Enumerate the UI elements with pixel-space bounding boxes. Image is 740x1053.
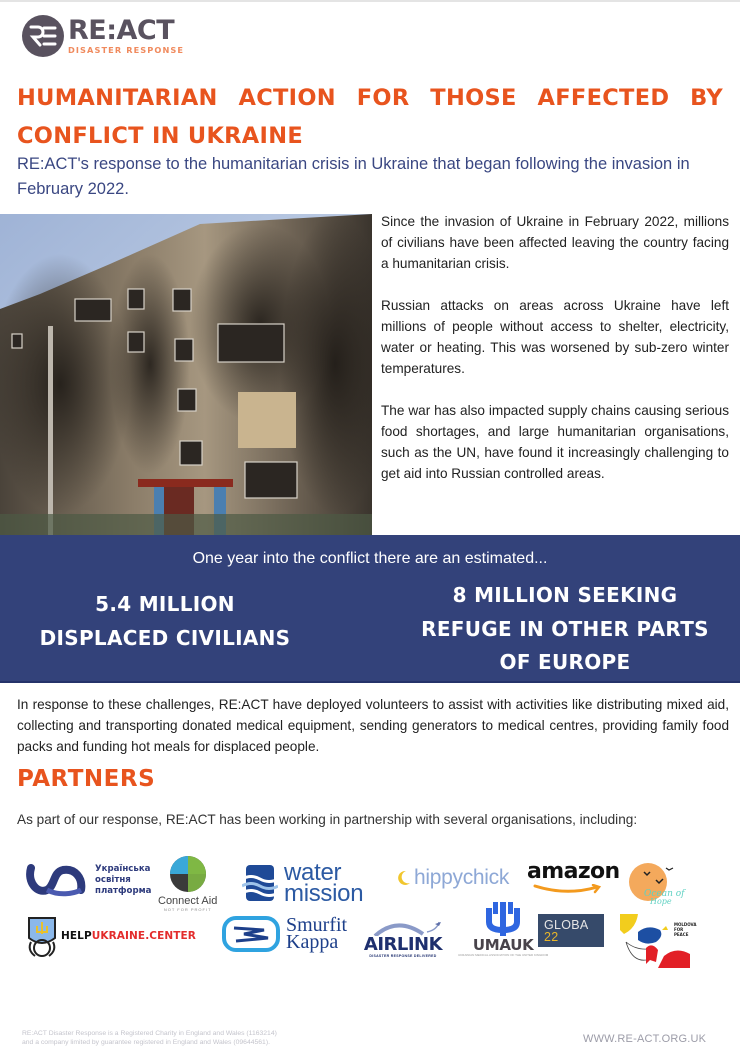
logo-tagline: DISASTER RESPONSE: [68, 45, 185, 55]
partner-logo-connect-aid[interactable]: [158, 854, 217, 912]
ocean-of-hope-sun-icon: [626, 862, 686, 906]
page-subtitle: RE:ACT's response to the humanitarian crisis in Ukraine that began following the invasion in February 2022.: [17, 155, 690, 198]
intro-paragraph: The war has also impacted supply chains causing serious food shortages, and large humanitarian organisations, such as the UN, have found it increasingly challenging to get aid into Russian controlled areas.: [381, 403, 729, 481]
logo-text: UKRAINIAN MEDICAL ASSOCIATION OF THE UNITED KINGDOM: [458, 953, 549, 957]
page-title: HUMANITARIAN ACTION FOR THOSE AFFECTED BY CONFLICT IN UKRAINE: [17, 85, 723, 149]
partner-logo-moldova-for-peace[interactable]: [616, 912, 708, 972]
puzzle-icon: [168, 854, 208, 894]
uop-mark-icon: [25, 860, 87, 900]
logo-text: платформа: [95, 885, 152, 896]
footer-legal-line: and a company limited by guarantee registered in England and Wales (09644561).: [22, 1039, 270, 1046]
stat-line: OF EUROPE: [499, 650, 631, 674]
footer-legal-line: RE:ACT Disaster Response is a Registered Charity in England and Wales (1163214): [22, 1030, 277, 1037]
logo-text: UMAUK: [472, 936, 534, 954]
logo-text: DISASTER RESPONSE DELIVERED: [369, 954, 437, 958]
logo-text: HELPUKRAINE.CENTER: [61, 930, 196, 942]
intro-paragraph: Since the invasion of Ukraine in February 2022, millions of civilians have been affected leaving the country facing a humanitarian crisis.: [381, 214, 729, 271]
amazon-smile-icon: [527, 884, 607, 894]
footer-website-link[interactable]: WWW.RE-ACT.ORG.UK: [583, 1033, 707, 1045]
trident-icon: [485, 900, 521, 938]
partner-logo-amazon[interactable]: [527, 860, 620, 894]
stat-refugees: [395, 579, 735, 680]
water-waves-icon: [242, 863, 278, 903]
moon-icon: [396, 868, 412, 888]
partner-logo-water-mission[interactable]: [242, 859, 364, 907]
stats-banner: [0, 535, 740, 683]
top-rule: [0, 0, 740, 2]
footer-legal: [22, 1029, 277, 1047]
stat-line: 8 MILLION SEEKING: [452, 583, 678, 607]
partner-logo-help-ukraine-center[interactable]: [25, 914, 196, 958]
hero-photo-damaged-building: [0, 214, 372, 535]
logo-text: water: [284, 859, 342, 886]
logo-text: Connect Aid: [158, 895, 218, 907]
response-text: In response to these challenges, RE:ACT have deployed volunteers to assist with activities like distributing mixed aid, collecting and transporting donated medical equipment, sending generators to medical centres, providing family food packs and funding hot meals for displaced people.: [17, 697, 729, 754]
partner-logo-ocean-of-hope[interactable]: [626, 862, 686, 906]
svg-text:Hope: Hope: [650, 897, 672, 906]
logo-text: mission: [284, 880, 364, 907]
partner-logo-globa22[interactable]: [538, 914, 604, 947]
partner-logo-smurfit-kappa[interactable]: [222, 916, 347, 952]
logo-text: 22: [544, 929, 559, 944]
logo-text: hippychick: [414, 866, 510, 889]
logo-text: NOT FOR PROFIT: [163, 907, 212, 912]
partner-logo-ukrainian-education-platform[interactable]: [25, 860, 151, 900]
partner-logo-hippychick[interactable]: [396, 866, 509, 890]
logo-text: Smurfit: [286, 914, 348, 936]
logo-text: GLOBA: [544, 917, 589, 932]
svg-text:Ocean of: Ocean of: [644, 889, 685, 899]
svg-text:FOR: FOR: [674, 927, 684, 932]
logo-text: Українська: [95, 863, 151, 874]
partners-heading: PARTNERS: [17, 766, 156, 792]
help-ukraine-shield-icon: [25, 914, 59, 958]
react-logo-mark-icon: [22, 15, 64, 57]
moldova-peace-dove-icon: [616, 912, 708, 972]
stat-displaced: [10, 587, 320, 655]
stat-line: REFUGE IN OTHER PARTS: [421, 616, 709, 641]
intro-paragraph: Russian attacks on areas across Ukraine have left millions of people without access to shelter, electricity, water or heating. This was worsened by sub-zero winter temperatures.: [381, 298, 729, 376]
stat-line: DISPLACED CIVILIANS: [39, 626, 291, 650]
react-logo[interactable]: [22, 15, 184, 57]
logo-text: освітня: [95, 874, 131, 885]
partner-logo-airlink[interactable]: [361, 920, 445, 958]
partners-lead: As part of our response, RE:ACT has been working in partnership with several organisations, including:: [17, 812, 638, 827]
stats-lead: One year into the conflict there are an estimated...: [192, 550, 548, 567]
smurfit-kappa-mark-icon: [222, 916, 280, 952]
partner-logo-umauk[interactable]: [458, 900, 548, 957]
logo-text: AIRLINK: [363, 934, 443, 955]
intro-text: [381, 211, 729, 484]
stat-line: 5.4 MILLION: [95, 592, 235, 616]
logo-name: RE:ACT: [68, 15, 175, 46]
svg-text:MOLDOVA: MOLDOVA: [674, 922, 697, 927]
svg-text:PEACE: PEACE: [674, 932, 689, 937]
logo-text: Kappa: [286, 931, 339, 953]
logo-text: amazon: [527, 859, 620, 884]
partner-logos: [20, 848, 710, 978]
